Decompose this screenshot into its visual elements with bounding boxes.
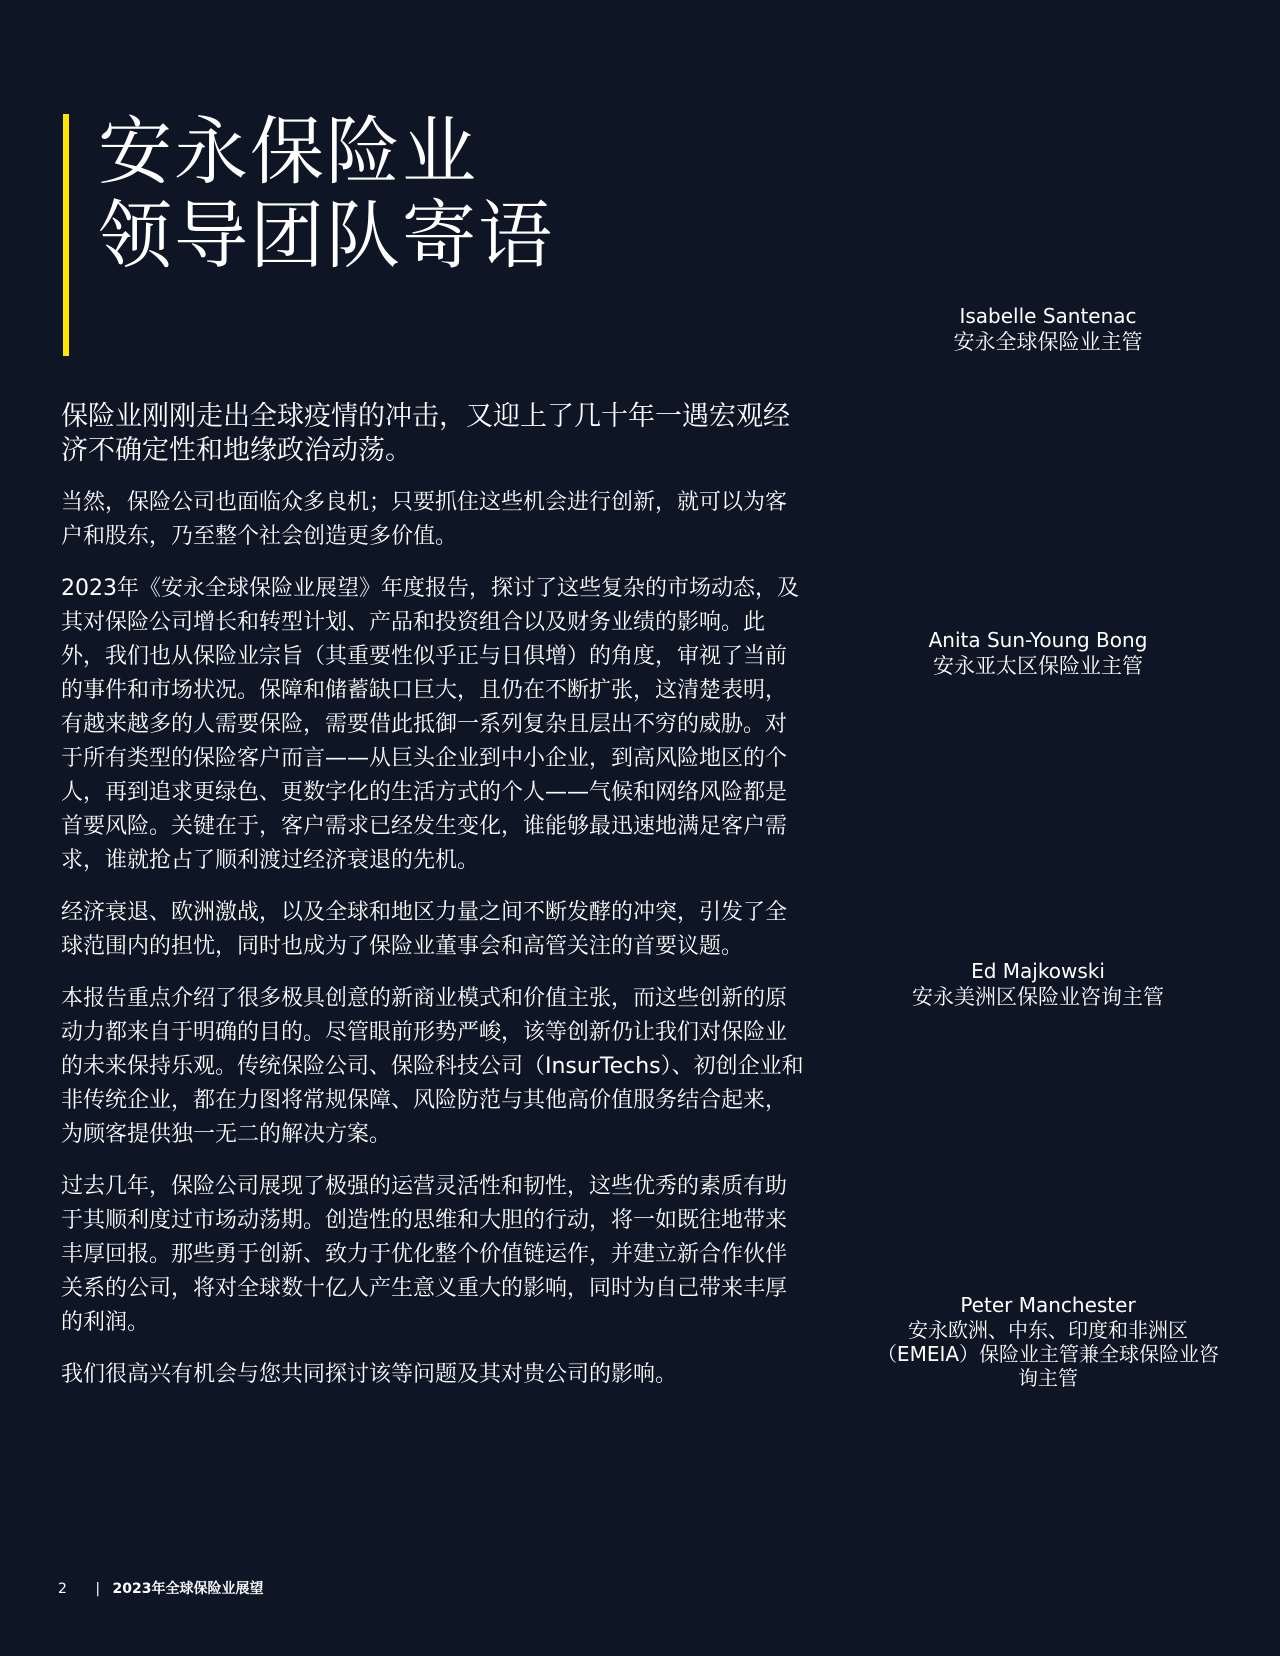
body-paragraph-5: 过去几年，保险公司展现了极强的运营灵活性和韧性，这些优秀的素质有助于其顺利度过市场动荡期。创造性的思维和大胆的行动，将一如既往地带来丰厚回报。那些勇于创新、致力于优化整个价值链运作，并建立新合作伙伴关系的公司，将对全球数十亿人产生意义重大的影响，同时为自己带来丰厚的利润。 [61,1174,788,1335]
leader-card-ed-majkowski [858,958,1218,1010]
body-paragraph-6: 我们很高兴有机会与您共同探讨该等问题及其对贵公司的影响。 [61,1362,678,1387]
page-number: 2 [58,1581,67,1597]
footer-separator: | [95,1581,101,1597]
body-paragraph-1: 当然，保险公司也面临众多良机；只要抓住这些机会进行创新，就可以为客户和股东，乃至整个社会创造更多价值。 [61,490,788,549]
leader-role: 安永全球保险业主管 [953,330,1143,354]
leader-role: 安永美洲区保险业咨询主管 [912,985,1164,1009]
leader-name: Peter Manchester [960,1293,1136,1317]
page-title-line-1: 安永保险业 [98,109,478,195]
title-accent-bar [63,114,69,356]
body-paragraph-3: 经济衰退、欧洲激战，以及全球和地区力量之间不断发酵的冲突，引发了全球范围内的担忧，同时也成为了保险业董事会和高管关注的首要议题。 [61,900,788,959]
page-title-line-2: 领导团队寄语 [98,193,554,279]
page-footer [58,1579,264,1599]
leader-card-peter-manchester [868,1292,1228,1390]
footer-report-title: 2023年全球保险业展望 [112,1581,264,1597]
leader-name: Ed Majkowski [971,959,1105,983]
main-text-column [61,400,806,1410]
leader-name: Anita Sun-Young Bong [928,628,1148,652]
leader-card-isabelle-santenac [868,303,1228,355]
page-title [98,110,554,278]
intro-paragraph: 保险业刚刚走出全球疫情的冲击，又迎上了几十年一遇宏观经济不确定性和地缘政治动荡。 [61,401,790,466]
body-paragraph-2: 2023年《安永全球保险业展望》年度报告，探讨了这些复杂的市场动态，及其对保险公司增长和转型计划、产品和投资组合以及财务业绩的影响。此外，我们也从保险业宗旨（其重要性似乎正与日俱增）的角度，审视了当前的事件和市场状况。保障和储蓄缺口巨大，且仍在不断扩张，这清楚表明，有越来越多的人需要保险，需要借此抵御一系列复杂且层出不穷的威胁。对于所有类型的保险客户而言——从巨头企业到中小企业，到高风险地区的个人，再到追求更绿色、更数字化的生活方式的个人——气候和网络风险都是首要风险。关键在于，客户需求已经发生变化，谁能够最迅速地满足客户需求，谁就抢占了顺利渡过经济衰退的先机。 [61,576,799,873]
body-paragraph-4: 本报告重点介绍了很多极具创意的新商业模式和价值主张，而这些创新的原动力都来自于明确的目的。尽管眼前形势严峻，该等创新仍让我们对保险业的未来保持乐观。传统保险公司、保险科技公司（InsurTechs）、初创企业和非传统企业，都在力图将常规保障、风险防范与其他高价值服务结合起来，为顾客提供独一无二的解决方案。 [61,986,804,1147]
leader-name: Isabelle Santenac [959,304,1137,328]
leader-role: 安永欧洲、中东、印度和非洲区（EMEIA）保险业主管兼全球保险业咨询主管 [876,1318,1220,1390]
leader-role: 安永亚太区保险业主管 [933,654,1143,678]
leader-card-anita-sun-young-bong [858,627,1218,679]
